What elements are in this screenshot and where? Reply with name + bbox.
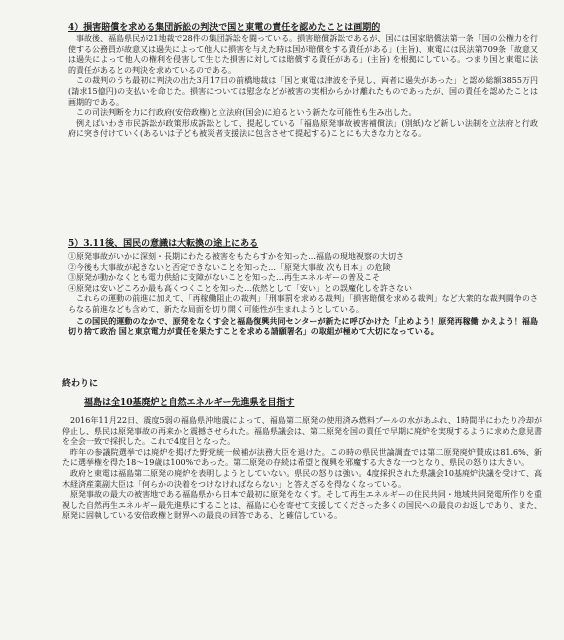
paragraph: 昨年の参議院選挙では廃炉を掲げた野党統一候補が法務大臣を退けた。この時の県民世論調査では第二原発廃炉賛成は81.6%、新たに選挙権を得た18〜19歳は100%であった。第二原発の存続は希望と復興を邪魔する大きな一つとなり、県民の怒りは大きい。 [62, 447, 542, 468]
section-5-heading: 5）3.11後、国民の意識は大転換の途上にある [68, 239, 259, 249]
section-5 [68, 238, 538, 337]
paragraph-emphasis: この国民的運動のなかで、原発をなくす会と福島復興共同センターが新たに呼びかけた「止めよう！原発再稼働 かえよう！福島切り捨て政治 国と東京電力が責任を果たすことを求める請願署名」の取組が極めて大切になっている。 [68, 315, 538, 337]
section-4-heading: 4）損害賠償を求める集団訴訟の判決で国と東電の責任を認めたことは画期的 [68, 23, 381, 33]
list-item: ③原発が動かなくとも電力供給に支障がないことを知った…再生エネルギーの普及こそ [68, 273, 380, 283]
list-item: ④原発は安いどころか最も高くつくことを知った…依然として「安い」との誤魔化しを許さない [68, 283, 412, 293]
paragraph: 例えばいわき市民訴訟が政策形成訴訟として、提起している「福島原発事故被害補償法」(別紙)など新しい法制を立法府と行政府に突き付けていく(あるいは子ども被災者支援法に包含させて提起する)ことにも大きな力となる。 [68, 118, 538, 139]
paragraph: 2016年11月22日、震度5弱の福島県沖地震によって、福島第二原発の使用済み燃料プールの水があふれ、1時間半にわたり冷却が停止し、県民は原発事故の再来かと震撼させられた。福島県議会は、第二原発を国の責任で早期に廃炉を実現するように求めた意見書を全会一致で採択した。これで4度目となった。 [62, 416, 542, 447]
section-4 [68, 22, 538, 140]
closing-subheading: 福島は全10基廃炉と自然エネルギー先進県を目指す [84, 398, 295, 408]
list-item: ①原発事故がいかに深刻・長期にわたる被害をもたらすかを知った…福島の現地視察の大切さ [68, 252, 404, 261]
paragraph: 事故後、福島県民が21地裁で28件の集団訴訟を闘っている。損害賠償訴訟であるが、国には国家賠償法第一条「国の公権力を行使する公務員が故意又は過失によって他人に損害を与えた時は国が賠償をする責任がある」(主旨)、東電には民法第709条「故意又は過失によって他人の権利を侵害して生じた損害に対しては賠償する責任がある」(主旨) を根拠にしている。つまり国と東電に法的責任があるとの判決を求めているのである。 [68, 34, 538, 75]
paragraph: この裁判のうち最初に判決の出た3月17日の前橋地裁は「国と東電は津波を予見し、両者に過失があった」と認め総額3855万円(請求15億円)の支払いを命じた。損害については慰念などが被害の実相からかけ離れたものであったが、国の責任を認めたことは画期的である。 [68, 76, 538, 107]
closing-heading: 終わりに [62, 379, 99, 389]
paragraph: これらの運動の前進に加えて、「再稼働阻止の裁判」「刑事罰を求める裁判」「損害賠償を求める裁判」など大衆的な裁判闘争のさらなる前進なども含めて、新たな局面を切り開く可能性が生まれようとしている。 [68, 294, 538, 314]
findings-list [68, 252, 538, 294]
paragraph: 政府と東電は福島第二原発の廃炉を表明しようとしていない。県民の怒りは強い。4度採択された県議会10基廃炉決議を受けて、高木経済産業副大臣は「何らかの決着をつけなければならない」と答えざるを得なくなっている。 [62, 468, 542, 489]
list-item: ②今後も大事故が起きないと否定できないことを知った…「原発大事故 次も日本」の危険 [68, 262, 391, 272]
closing-section [62, 376, 542, 522]
paragraph: 原発事故の最大の被害地である福島県から日本で最初に原発をなくす。そして再生エネルギーの住民共同・地域共同発電所作りを重視した自然再生エネルギー最先進県にすることは、福島に心を寄せて支援してくださった多くの国民への最良のお返しであり、また、原発に固執している安倍政権と財界への最良の回答である、と確信している。 [62, 490, 542, 521]
paragraph: この司法判断を力に行政府(安倍政権)と立法府(国会)に迫るという新たな可能性も生み出した。 [76, 108, 417, 118]
